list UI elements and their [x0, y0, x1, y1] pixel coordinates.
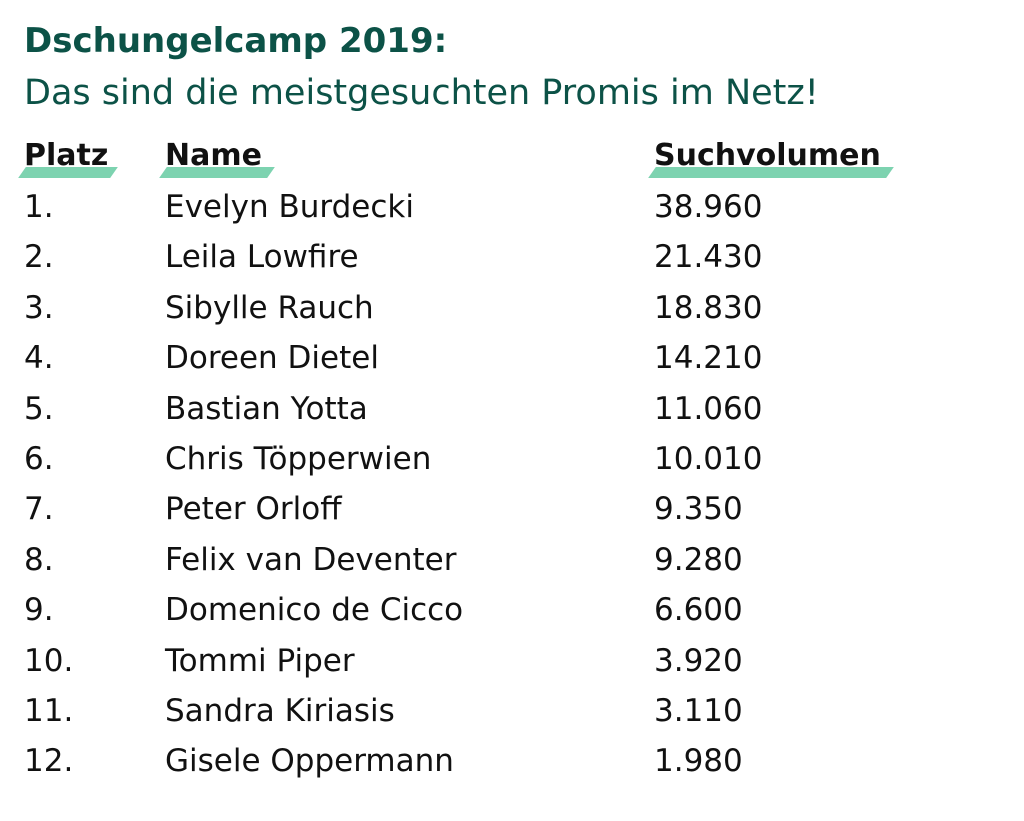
volume-cell: 21.430	[654, 239, 763, 276]
column-header-suchvolumen: Suchvolumen	[654, 138, 881, 173]
table-row	[0, 585, 1024, 635]
column-header-platz: Platz	[24, 138, 109, 173]
volume-cell: 1.980	[654, 743, 743, 780]
name-cell: Evelyn Burdecki	[165, 189, 414, 225]
chart-subtitle: Das sind die meistgesuchten Promis im Netz!	[24, 73, 819, 113]
volume-cell: 9.280	[654, 541, 743, 578]
volume-cell: 9.350	[654, 491, 743, 528]
table-row	[0, 434, 1024, 484]
name-cell: Gisele Oppermann	[165, 743, 454, 780]
volume-cell: 18.830	[654, 289, 763, 326]
rank-cell: 8.	[24, 541, 54, 578]
rank-cell: 3.	[24, 289, 54, 326]
rank-cell: 7.	[24, 491, 54, 528]
column-header-name: Name	[165, 138, 262, 173]
rank-cell: 1.	[24, 189, 54, 225]
name-cell: Sandra Kiriasis	[165, 692, 395, 729]
table-row	[0, 283, 1024, 333]
table-row	[0, 182, 1024, 232]
table-row	[0, 384, 1024, 434]
volume-cell: 3.110	[654, 692, 743, 729]
table-row	[0, 484, 1024, 534]
volume-cell: 38.960	[654, 189, 763, 225]
volume-cell: 6.600	[654, 592, 743, 629]
name-cell: Felix van Deventer	[165, 541, 457, 578]
volume-cell: 14.210	[654, 340, 763, 377]
table-body	[0, 182, 1024, 787]
name-cell: Domenico de Cicco	[165, 592, 464, 629]
volume-cell: 3.920	[654, 642, 743, 679]
name-cell: Bastian Yotta	[165, 390, 368, 427]
chart-title: Dschungelcamp 2019:	[24, 21, 448, 61]
name-cell: Tommi Piper	[165, 642, 355, 679]
rank-cell: 9.	[24, 592, 54, 629]
name-cell: Sibylle Rauch	[165, 289, 374, 326]
ranking-table	[0, 130, 1024, 787]
table-row	[0, 333, 1024, 383]
table-row	[0, 232, 1024, 282]
table-row	[0, 736, 1024, 786]
name-cell: Peter Orloff	[165, 491, 342, 528]
rank-cell: 4.	[24, 340, 54, 377]
name-cell: Doreen Dietel	[165, 340, 379, 377]
volume-cell: 11.060	[654, 390, 763, 427]
table-row	[0, 535, 1024, 585]
rank-cell: 12.	[24, 743, 74, 780]
table-row	[0, 636, 1024, 686]
rank-cell: 2.	[24, 239, 54, 276]
rank-cell: 10.	[24, 642, 74, 679]
name-cell: Chris Töpperwien	[165, 440, 432, 477]
name-cell: Leila Lowfire	[165, 239, 359, 276]
rank-cell: 5.	[24, 390, 54, 427]
rank-cell: 11.	[24, 692, 74, 729]
table-row	[0, 686, 1024, 736]
volume-cell: 10.010	[654, 440, 763, 477]
rank-cell: 6.	[24, 440, 54, 477]
table-header-row	[0, 130, 1024, 182]
